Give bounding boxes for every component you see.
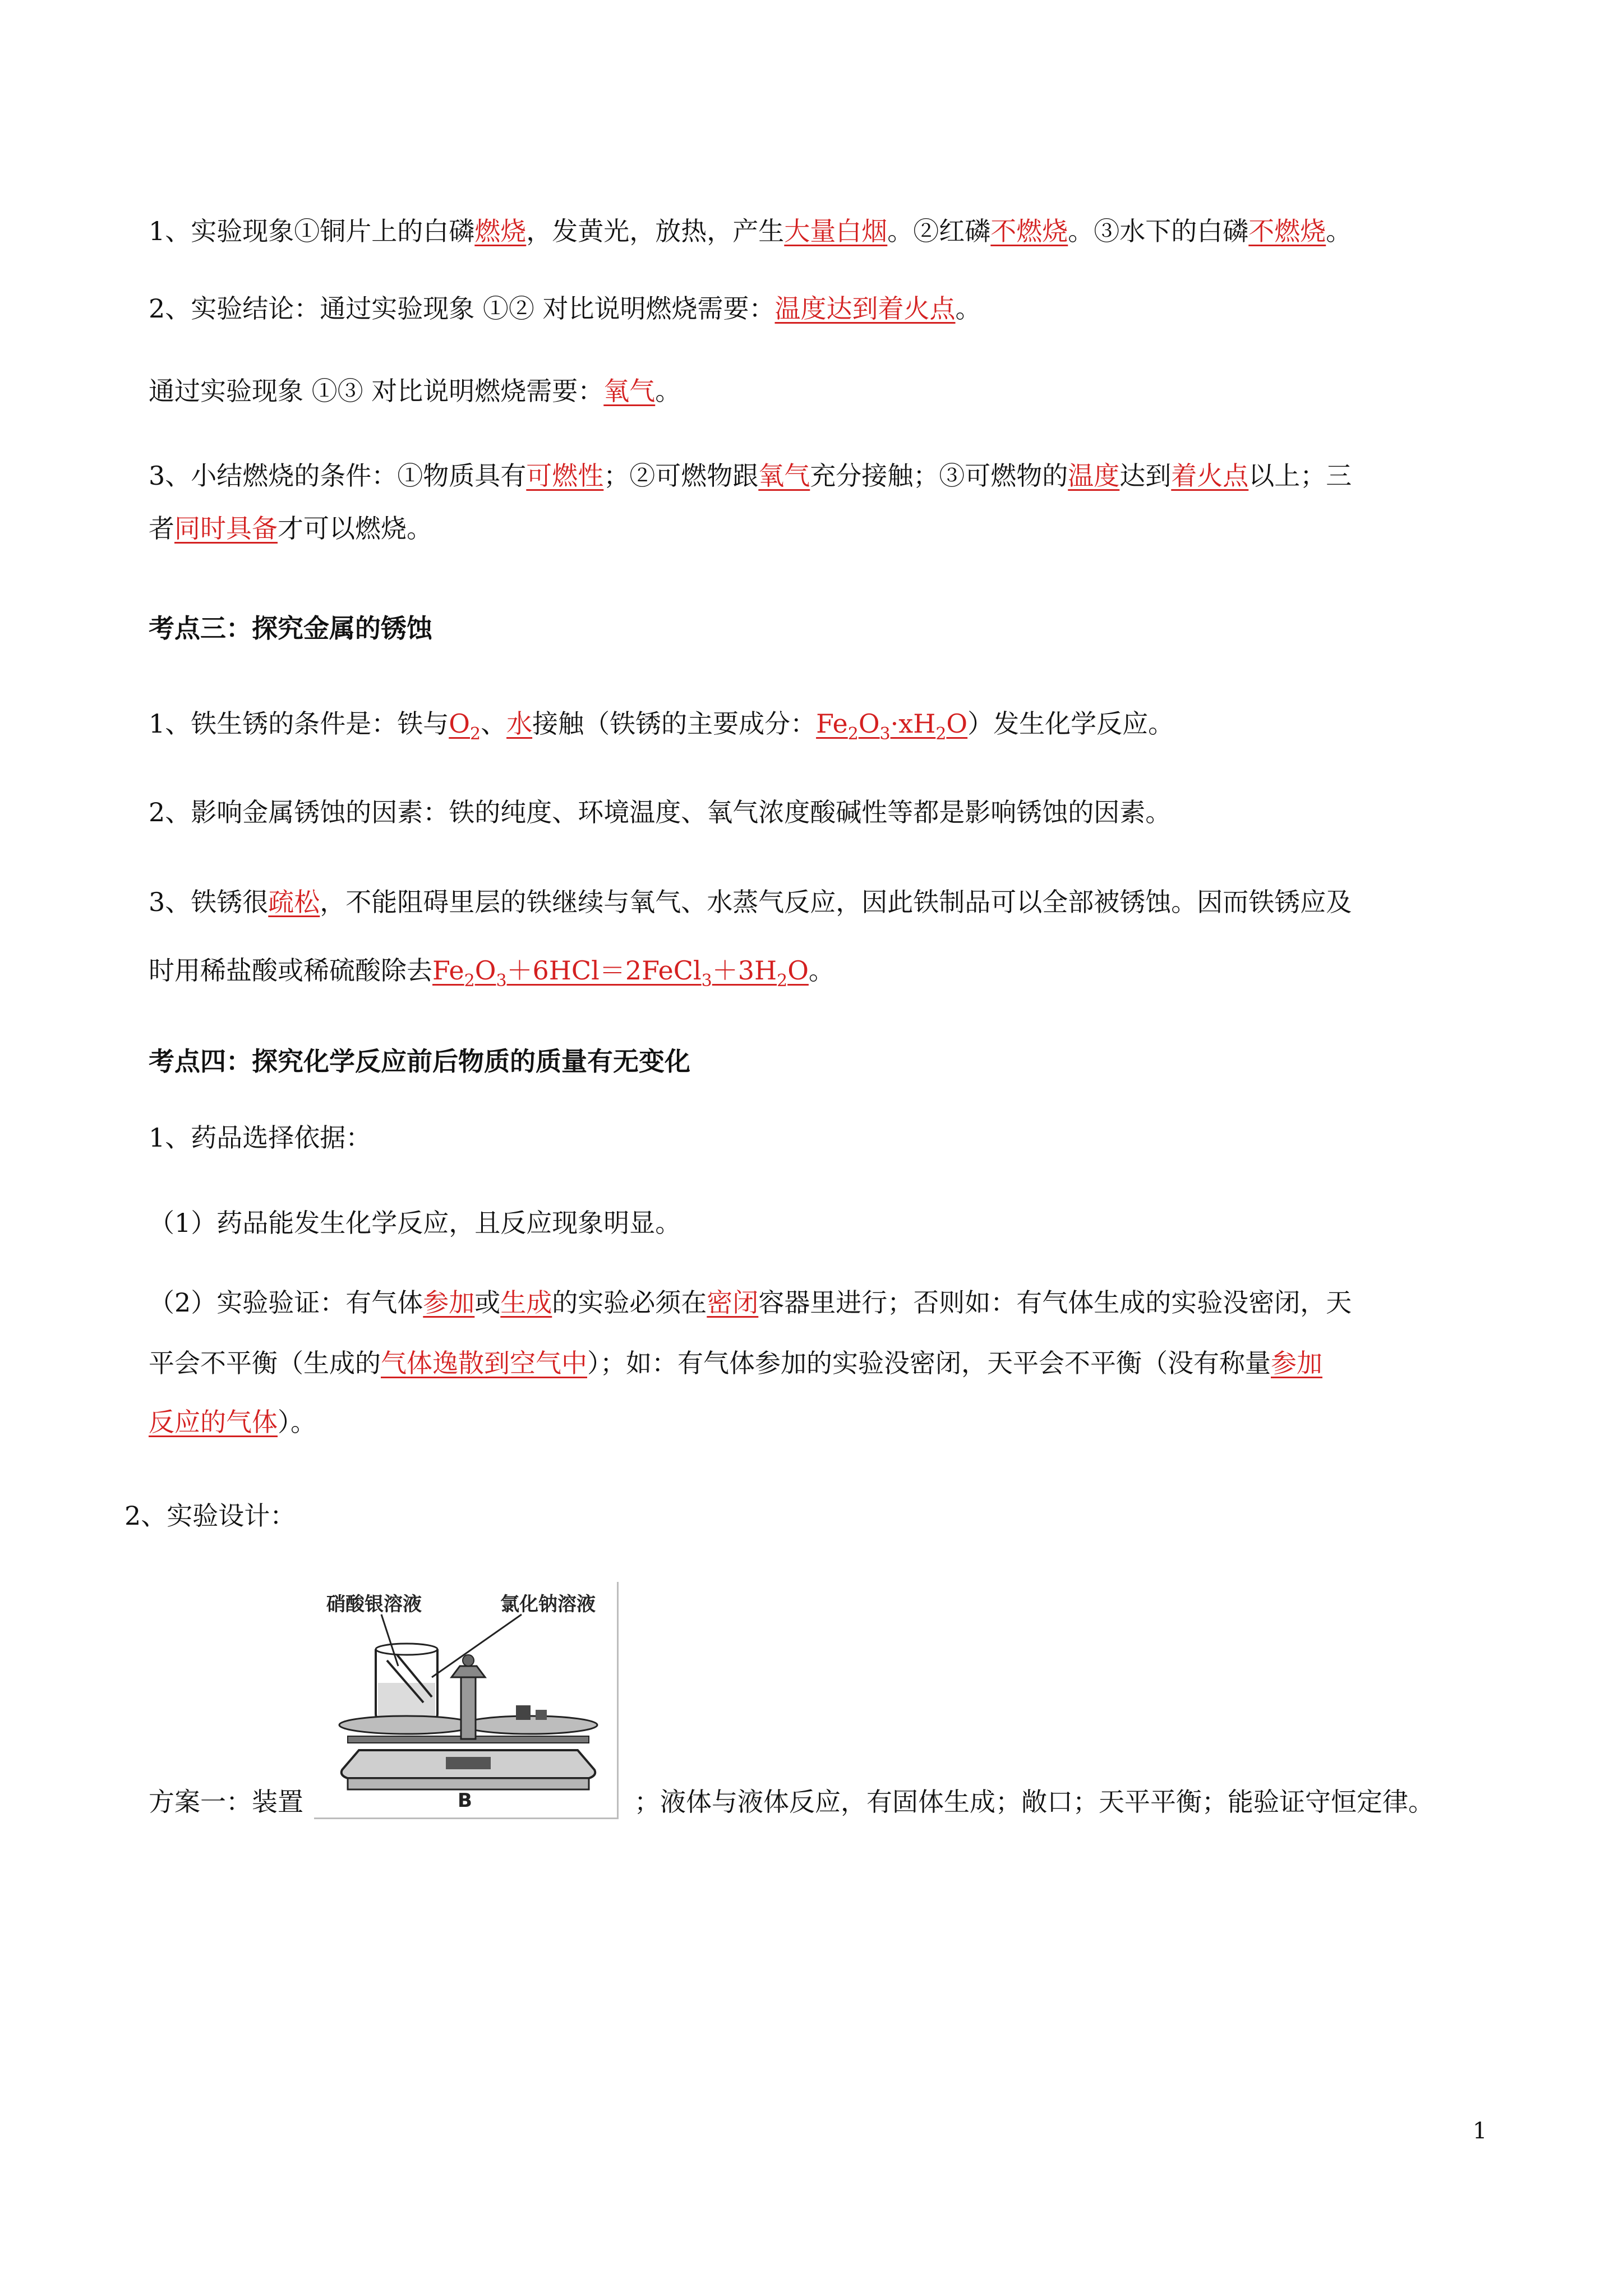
combustion-conditions-line: 3、小结燃烧的条件：①物质具有可燃性；②可燃物跟氧气充分接触；③可燃物的温度达到着火点以上；三 bbox=[149, 461, 1352, 491]
reagent-sub2-line: （2）实验验证：有气体参加或生成的实验必须在密闭容器里进行；否则如：有气体生成的实验没密闭，天 bbox=[149, 1287, 1352, 1318]
page-number: 1 bbox=[1473, 2118, 1487, 2144]
section-heading-rust: 考点三：探究金属的锈蚀 bbox=[149, 613, 432, 643]
combustion-conditions-line-2: 者同时具备才可以燃烧。 bbox=[149, 513, 432, 544]
answer-blank: 着火点 bbox=[1171, 461, 1249, 491]
exp-phenomenon-line: 1、实验现象①铜片上的白磷燃烧，发黄光，放热，产生大量白烟。②红磷不燃烧。③水下的白磷不燃烧。 bbox=[149, 216, 1352, 246]
label-b: B bbox=[458, 1789, 472, 1812]
answer-blank: $O_2$ bbox=[449, 708, 481, 744]
answer-blank: 密闭 bbox=[707, 1287, 759, 1318]
answer-blank: 可燃性 bbox=[526, 461, 604, 491]
exp-conclusion-line: 2、实验结论：通过实验现象 ①② 对比说明燃烧需要：温度达到着火点。 bbox=[149, 293, 981, 324]
answer-blank: 燃烧 bbox=[474, 216, 527, 246]
answer-blank: 水 bbox=[506, 708, 533, 739]
rust-porous-line: 3、铁锈很疏松，不能阻碍里层的铁继续与氧气、水蒸气反应，因此铁制品可以全部被锈蚀。因而铁锈应及 bbox=[149, 887, 1352, 917]
answer-blank: 不燃烧 bbox=[1248, 216, 1326, 246]
answer-blank: 反应的气体 bbox=[149, 1407, 278, 1437]
reagent-sub1-line: （1）药品能发生化学反应，且反应现象明显。 bbox=[149, 1208, 681, 1238]
balance-drawing bbox=[314, 1582, 617, 1818]
answer-blank: 温度达到着火点 bbox=[774, 293, 956, 324]
reagent-basis-line: 1、药品选择依据： bbox=[149, 1122, 372, 1153]
reagent-sub2-line-3: 反应的气体）。 bbox=[149, 1407, 316, 1437]
reagent-sub2-line-2: 平会不平衡（生成的气体逸散到空气中）；如：有气体参加的实验没密闭，天平会不平衡（没有称量参加 bbox=[149, 1348, 1322, 1378]
answer-blank: 生成 bbox=[500, 1287, 552, 1318]
answer-blank: 气体逸散到空气中 bbox=[381, 1348, 587, 1378]
rust-removal-line: 时用稀盐酸或稀硫酸除去$Fe_2O_3+6HCl=2FeCl_3+3H_2O$。 bbox=[149, 955, 834, 991]
answer-blank: $Fe_2O_3\cdot xH_2O$ bbox=[816, 708, 968, 744]
answer-blank: 参加 bbox=[1271, 1348, 1322, 1378]
section-heading-mass: 考点四：探究化学反应前后物质的质量有无变化 bbox=[149, 1046, 690, 1076]
label-silver-nitrate: 硝酸银溶液 bbox=[326, 1593, 422, 1616]
answer-blank: 温度 bbox=[1068, 461, 1120, 491]
answer-blank: 不燃烧 bbox=[990, 216, 1068, 246]
label-sodium-chloride: 氯化钠溶液 bbox=[500, 1593, 596, 1616]
answer-blank: 参加 bbox=[423, 1287, 475, 1318]
experiment-design-line: 2、实验设计： bbox=[125, 1501, 296, 1531]
rust-factors-line: 2、影响金属锈蚀的因素：铁的纯度、环境温度、氧气浓度酸碱性等都是影响锈蚀的因素。 bbox=[149, 797, 1172, 827]
balance-apparatus-figure bbox=[314, 1582, 619, 1819]
rust-condition-line: 1、铁生锈的条件是：铁与$O_2$、水接触（铁锈的主要成分：$Fe_2O_3\cdot xH_2O$）发生化学反应。 bbox=[149, 708, 1174, 744]
chemical-equation: $Fe_2O_3+6HCl=2FeCl_3+3H_2O$ bbox=[432, 955, 809, 991]
plan-one-line: 方案一：装置 ；液体与液体反应，有固体生成；敞口；天平平衡；能验证守恒定律。 bbox=[149, 1787, 1434, 1817]
answer-blank: 大量白烟 bbox=[784, 216, 888, 246]
answer-blank: 氧气 bbox=[603, 376, 656, 406]
exp-conclusion-line-2: 通过实验现象 ①③ 对比说明燃烧需要：氧气。 bbox=[149, 376, 681, 406]
answer-blank: 同时具备 bbox=[174, 513, 278, 544]
answer-blank: 氧气 bbox=[758, 461, 810, 491]
answer-blank: 疏松 bbox=[268, 887, 320, 917]
